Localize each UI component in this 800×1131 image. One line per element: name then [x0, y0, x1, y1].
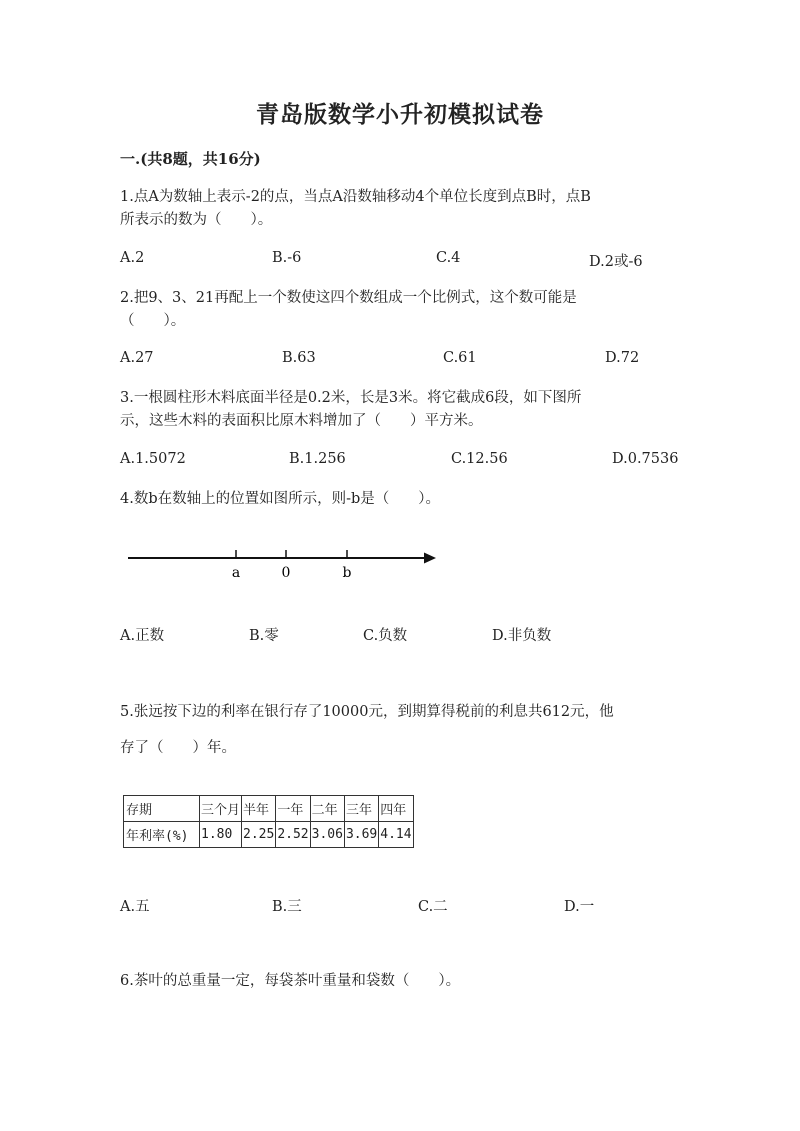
question-2-option-d: D.72: [605, 350, 640, 366]
question-3-option-d: D.0.7536: [612, 451, 679, 467]
number-line-arrow-icon: [424, 553, 436, 564]
table-row: [124, 822, 414, 848]
question-4-option-c: C.负数: [363, 628, 408, 644]
question-3-text: [120, 387, 581, 433]
question-6-text: 6.茶叶的总重量一定，每袋茶叶重量和袋数（ ）。: [120, 973, 461, 989]
table-cell: 半年: [242, 796, 276, 822]
section-heading: 一.(共8题，共16分): [120, 150, 261, 168]
table-cell: 2.52: [276, 822, 310, 848]
question-5-option-d: D.一: [564, 899, 595, 915]
question-1-option-b: B.-6: [272, 250, 302, 266]
number-line: [120, 538, 450, 588]
interest-rate-table: [123, 795, 414, 848]
question-3-line-1: 3.一根圆柱形木料底面半径是0.2米，长是3米。将它截成6段，如下图所: [120, 390, 582, 406]
table-cell: 二年: [310, 796, 344, 822]
table-cell: 三年: [344, 796, 378, 822]
question-1-line-1: 1.点A为数轴上表示-2的点，当点A沿数轴移动4个单位长度到点B时，点B: [120, 189, 591, 205]
table-cell: 四年: [379, 796, 413, 822]
question-1-option-a: A.2: [120, 250, 145, 266]
question-2-option-b: B.63: [282, 350, 316, 366]
question-4-text: 4.数b在数轴上的位置如图所示，则-b是（ ）。: [120, 491, 441, 507]
label-a: a: [231, 565, 241, 581]
question-4-option-b: B.零: [249, 628, 279, 644]
question-5-line-2: 存了（ ）年。: [120, 740, 236, 756]
question-4-option-a: A.正数: [120, 628, 165, 644]
table-cell: 1.80: [200, 822, 242, 848]
question-2-line-1: 2.把9、3、21再配上一个数使这四个数组成一个比例式，这个数可能是: [120, 290, 577, 306]
table-cell: 2.25: [242, 822, 276, 848]
question-1-option-c: C.4: [436, 250, 461, 266]
question-5-option-b: B.三: [272, 899, 302, 915]
question-3-option-c: C.12.56: [451, 451, 508, 467]
table-cell: 存期: [124, 796, 200, 822]
question-3-line-2: 示，这些木料的表面积比原木料增加了（ ）平方米。: [120, 413, 483, 429]
table-header-row: [124, 796, 414, 822]
question-2-option-a: A.27: [120, 350, 154, 366]
page-title: 青岛版数学小升初模拟试卷: [256, 101, 544, 128]
question-4-option-d: D.非负数: [492, 628, 552, 644]
table-cell: 年利率(%): [124, 822, 200, 848]
question-2-option-c: C.61: [443, 350, 477, 366]
table-cell: 3.69: [344, 822, 378, 848]
table-cell: 3.06: [310, 822, 344, 848]
question-2-line-2: （ ）。: [120, 313, 186, 329]
question-1-line-2: 所表示的数为（ ）。: [120, 212, 273, 228]
question-1-text: [120, 186, 591, 232]
question-5-line-1: 5.张远按下边的利率在银行存了10000元，到期算得税前的利息共612元，他: [120, 704, 614, 720]
question-3-option-a: A.1.5072: [120, 451, 186, 467]
label-zero: 0: [281, 565, 291, 581]
table-cell: 4.14: [379, 822, 413, 848]
label-b: b: [342, 565, 352, 581]
table-cell: 三个月: [200, 796, 242, 822]
table-cell: 一年: [276, 796, 310, 822]
question-3-option-b: B.1.256: [289, 451, 346, 467]
question-2-text: [120, 287, 577, 333]
question-1-option-d: D.2或-6: [589, 254, 643, 270]
question-5-option-a: A.五: [120, 899, 150, 915]
question-5-option-c: C.二: [418, 899, 448, 915]
